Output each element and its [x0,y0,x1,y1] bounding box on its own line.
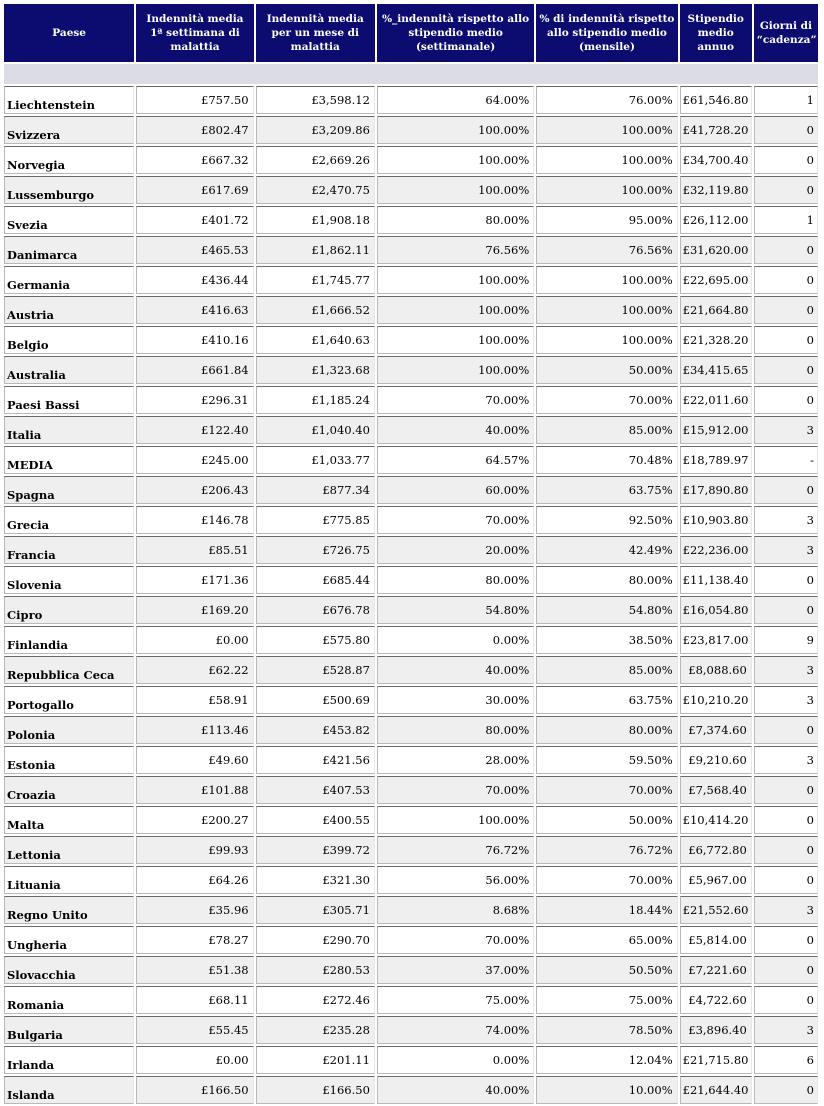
weekly-allowance-cell: £51.38 [136,956,253,984]
monthly-allowance-cell: £726.75 [256,536,375,564]
country-cell: Regno Unito [4,896,134,924]
table-row [4,806,818,834]
annual-salary-cell: £22,236.00 [680,536,752,564]
annual-salary-cell: £23,817.00 [680,626,752,654]
country-cell: Lettonia [4,836,134,864]
monthly-percent-cell: 10.00% [536,1076,677,1104]
annual-salary-cell: £9,210.60 [680,746,752,774]
weekly-percent-cell: 54.80% [377,596,534,624]
monthly-allowance-cell: £400.55 [256,806,375,834]
weekly-percent-cell: 40.00% [377,1076,534,1104]
weekly-percent-cell: 80.00% [377,206,534,234]
weekly-percent-cell: 40.00% [377,416,534,444]
waiting-days-cell: 1 [754,86,818,114]
monthly-allowance-cell: £305.71 [256,896,375,924]
waiting-days-cell: 9 [754,626,818,654]
table-row [4,506,818,534]
country-cell: Slovenia [4,566,134,594]
table-row [4,536,818,564]
weekly-allowance-cell: £416.63 [136,296,253,324]
weekly-percent-cell: 0.00% [377,626,534,654]
country-cell: Germania [4,266,134,294]
country-cell: Italia [4,416,134,444]
table-row [4,146,818,174]
annual-salary-cell: £5,967.00 [680,866,752,894]
table-row [4,866,818,894]
monthly-allowance-cell: £528.87 [256,656,375,684]
annual-salary-cell: £7,568.40 [680,776,752,804]
waiting-days-cell: 0 [754,146,818,174]
annual-salary-cell: £11,138.40 [680,566,752,594]
monthly-percent-cell: 92.50% [536,506,677,534]
country-cell: Grecia [4,506,134,534]
table-row [4,566,818,594]
monthly-allowance-cell: £3,598.12 [256,86,375,114]
waiting-days-cell: 0 [754,326,818,354]
weekly-percent-cell: 80.00% [377,566,534,594]
table-row [4,416,818,444]
waiting-days-cell: 0 [754,806,818,834]
table-row [4,296,818,324]
monthly-percent-cell: 50.50% [536,956,677,984]
monthly-percent-cell: 100.00% [536,146,677,174]
annual-salary-cell: £3,896.40 [680,1016,752,1044]
monthly-percent-cell: 80.00% [536,716,677,744]
country-cell: Belgio [4,326,134,354]
monthly-percent-cell: 76.56% [536,236,677,264]
monthly-percent-cell: 63.75% [536,686,677,714]
annual-salary-cell: £18,789.97 [680,446,752,474]
country-cell: Irlanda [4,1046,134,1074]
waiting-days-cell: 3 [754,746,818,774]
weekly-allowance-cell: £171.36 [136,566,253,594]
monthly-percent-cell: 65.00% [536,926,677,954]
weekly-percent-cell: 64.00% [377,86,534,114]
weekly-allowance-cell: £55.45 [136,1016,253,1044]
annual-salary-cell: £7,221.60 [680,956,752,984]
monthly-allowance-cell: £1,033.77 [256,446,375,474]
country-cell: Lussemburgo [4,176,134,204]
monthly-allowance-cell: £166.50 [256,1076,375,1104]
annual-salary-cell: £32,119.80 [680,176,752,204]
weekly-percent-cell: 28.00% [377,746,534,774]
weekly-percent-cell: 100.00% [377,806,534,834]
waiting-days-cell: - [754,446,818,474]
weekly-percent-cell: 70.00% [377,776,534,804]
weekly-percent-cell: 8.68% [377,896,534,924]
weekly-allowance-cell: £166.50 [136,1076,253,1104]
weekly-allowance-cell: £0.00 [136,626,253,654]
weekly-allowance-cell: £68.11 [136,986,253,1014]
waiting-days-cell: 0 [754,866,818,894]
country-cell: Polonia [4,716,134,744]
monthly-allowance-cell: £201.11 [256,1046,375,1074]
weekly-percent-cell: 100.00% [377,116,534,144]
table-row [4,896,818,924]
monthly-percent-cell: 50.00% [536,806,677,834]
weekly-allowance-cell: £206.43 [136,476,253,504]
country-cell: Liechtenstein [4,86,134,114]
sick-pay-table [2,2,820,1106]
monthly-allowance-cell: £280.53 [256,956,375,984]
table-row [4,656,818,684]
monthly-allowance-cell: £3,209.86 [256,116,375,144]
table-row [4,206,818,234]
monthly-percent-cell: 85.00% [536,416,677,444]
header-annual-salary: Stipendio medio annuo [680,4,752,62]
header-monthly-allowance: Indennità media per un mese di malattia [256,4,375,62]
annual-salary-cell: £4,722.60 [680,986,752,1014]
monthly-allowance-cell: £399.72 [256,836,375,864]
monthly-allowance-cell: £676.78 [256,596,375,624]
country-cell: Estonia [4,746,134,774]
weekly-percent-cell: 76.56% [377,236,534,264]
weekly-percent-cell: 40.00% [377,656,534,684]
monthly-allowance-cell: £877.34 [256,476,375,504]
monthly-percent-cell: 59.50% [536,746,677,774]
country-cell: Ungheria [4,926,134,954]
waiting-days-cell: 0 [754,986,818,1014]
monthly-percent-cell: 70.00% [536,386,677,414]
table-row [4,1046,818,1074]
annual-salary-cell: £16,054.80 [680,596,752,624]
weekly-allowance-cell: £667.32 [136,146,253,174]
weekly-percent-cell: 0.00% [377,1046,534,1074]
monthly-percent-cell: 12.04% [536,1046,677,1074]
annual-salary-cell: £22,011.60 [680,386,752,414]
weekly-percent-cell: 70.00% [377,506,534,534]
annual-salary-cell: £21,644.40 [680,1076,752,1104]
waiting-days-cell: 3 [754,686,818,714]
annual-salary-cell: £34,415.65 [680,356,752,384]
weekly-allowance-cell: £617.69 [136,176,253,204]
country-cell: Portogallo [4,686,134,714]
country-cell: Cipro [4,596,134,624]
weekly-allowance-cell: £436.44 [136,266,253,294]
weekly-allowance-cell: £64.26 [136,866,253,894]
waiting-days-cell: 0 [754,566,818,594]
table-row [4,746,818,774]
weekly-percent-cell: 30.00% [377,686,534,714]
weekly-allowance-cell: £200.27 [136,806,253,834]
table-row [4,176,818,204]
monthly-allowance-cell: £1,666.52 [256,296,375,324]
waiting-days-cell: 0 [754,596,818,624]
monthly-percent-cell: 100.00% [536,116,677,144]
weekly-allowance-cell: £296.31 [136,386,253,414]
weekly-allowance-cell: £35.96 [136,896,253,924]
country-cell: Svizzera [4,116,134,144]
header-country: Paese [4,4,134,62]
monthly-allowance-cell: £235.28 [256,1016,375,1044]
weekly-percent-cell: 100.00% [377,266,534,294]
table-row [4,716,818,744]
table-row [4,1076,818,1104]
country-cell: Slovacchia [4,956,134,984]
annual-salary-cell: £8,088.60 [680,656,752,684]
weekly-percent-cell: 100.00% [377,146,534,174]
monthly-percent-cell: 95.00% [536,206,677,234]
weekly-percent-cell: 100.00% [377,326,534,354]
monthly-allowance-cell: £453.82 [256,716,375,744]
waiting-days-cell: 0 [754,296,818,324]
weekly-percent-cell: 20.00% [377,536,534,564]
monthly-allowance-cell: £500.69 [256,686,375,714]
monthly-allowance-cell: £1,640.63 [256,326,375,354]
country-cell: Lituania [4,866,134,894]
waiting-days-cell: 0 [754,926,818,954]
annual-salary-cell: £41,728.20 [680,116,752,144]
waiting-days-cell: 0 [754,116,818,144]
table-row [4,476,818,504]
annual-salary-cell: £7,374.60 [680,716,752,744]
monthly-percent-cell: 38.50% [536,626,677,654]
weekly-allowance-cell: £78.27 [136,926,253,954]
monthly-percent-cell: 100.00% [536,176,677,204]
table-row [4,266,818,294]
monthly-percent-cell: 70.48% [536,446,677,474]
country-cell: Norvegia [4,146,134,174]
weekly-percent-cell: 64.57% [377,446,534,474]
annual-salary-cell: £10,414.20 [680,806,752,834]
table-body [4,64,818,1104]
annual-salary-cell: £61,546.80 [680,86,752,114]
weekly-allowance-cell: £757.50 [136,86,253,114]
waiting-days-cell: 0 [754,176,818,204]
annual-salary-cell: £21,715.80 [680,1046,752,1074]
annual-salary-cell: £22,695.00 [680,266,752,294]
waiting-days-cell: 0 [754,1076,818,1104]
annual-salary-cell: £15,912.00 [680,416,752,444]
weekly-allowance-cell: £169.20 [136,596,253,624]
weekly-percent-cell: 100.00% [377,356,534,384]
waiting-days-cell: 0 [754,776,818,804]
monthly-percent-cell: 70.00% [536,866,677,894]
monthly-percent-cell: 100.00% [536,266,677,294]
weekly-allowance-cell: £62.22 [136,656,253,684]
country-cell: MEDIA [4,446,134,474]
monthly-allowance-cell: £407.53 [256,776,375,804]
monthly-allowance-cell: £1,185.24 [256,386,375,414]
annual-salary-cell: £21,552.60 [680,896,752,924]
country-cell: Spagna [4,476,134,504]
table-row [4,86,818,114]
country-cell: Malta [4,806,134,834]
weekly-allowance-cell: £99.93 [136,836,253,864]
monthly-allowance-cell: £685.44 [256,566,375,594]
header-monthly-percent: % di indennità rispetto allo stipendio medio (mensile) [536,4,677,62]
waiting-days-cell: 0 [754,356,818,384]
table-row [4,686,818,714]
country-cell: Svezia [4,206,134,234]
weekly-percent-cell: 37.00% [377,956,534,984]
monthly-allowance-cell: £1,323.68 [256,356,375,384]
table-row [4,356,818,384]
waiting-days-cell: 3 [754,506,818,534]
waiting-days-cell: 3 [754,536,818,564]
monthly-allowance-cell: £1,908.18 [256,206,375,234]
monthly-allowance-cell: £1,745.77 [256,266,375,294]
weekly-allowance-cell: £245.00 [136,446,253,474]
monthly-percent-cell: 42.49% [536,536,677,564]
table-row [4,626,818,654]
weekly-percent-cell: 56.00% [377,866,534,894]
monthly-percent-cell: 70.00% [536,776,677,804]
annual-salary-cell: £26,112.00 [680,206,752,234]
country-cell: Paesi Bassi [4,386,134,414]
monthly-allowance-cell: £2,669.26 [256,146,375,174]
annual-salary-cell: £17,890.80 [680,476,752,504]
waiting-days-cell: 0 [754,266,818,294]
weekly-allowance-cell: £49.60 [136,746,253,774]
table-row [4,116,818,144]
country-cell: Bulgaria [4,1016,134,1044]
table-row [4,956,818,984]
annual-salary-cell: £10,903.80 [680,506,752,534]
monthly-allowance-cell: £321.30 [256,866,375,894]
monthly-allowance-cell: £421.56 [256,746,375,774]
waiting-days-cell: 3 [754,656,818,684]
country-cell: Islanda [4,1076,134,1104]
weekly-allowance-cell: £802.47 [136,116,253,144]
monthly-allowance-cell: £272.46 [256,986,375,1014]
monthly-percent-cell: 75.00% [536,986,677,1014]
table-row [4,986,818,1014]
waiting-days-cell: 0 [754,956,818,984]
table-row [4,776,818,804]
weekly-percent-cell: 76.72% [377,836,534,864]
monthly-percent-cell: 54.80% [536,596,677,624]
weekly-allowance-cell: £146.78 [136,506,253,534]
country-cell: Romania [4,986,134,1014]
weekly-allowance-cell: £58.91 [136,686,253,714]
weekly-percent-cell: 60.00% [377,476,534,504]
country-cell: Repubblica Ceca [4,656,134,684]
header-weekly-percent: %_indennità rispetto allo stipendio medio (settimanale) [377,4,534,62]
country-cell: Finlandia [4,626,134,654]
table-row [4,836,818,864]
waiting-days-cell: 0 [754,836,818,864]
table-row [4,446,818,474]
weekly-percent-cell: 80.00% [377,716,534,744]
annual-salary-cell: £21,328.20 [680,326,752,354]
weekly-allowance-cell: £661.84 [136,356,253,384]
weekly-allowance-cell: £410.16 [136,326,253,354]
country-cell: Croazia [4,776,134,804]
table-row [4,596,818,624]
waiting-days-cell: 1 [754,206,818,234]
monthly-percent-cell: 80.00% [536,566,677,594]
monthly-percent-cell: 50.00% [536,356,677,384]
monthly-allowance-cell: £575.80 [256,626,375,654]
weekly-allowance-cell: £113.46 [136,716,253,744]
weekly-percent-cell: 75.00% [377,986,534,1014]
weekly-percent-cell: 74.00% [377,1016,534,1044]
monthly-percent-cell: 76.00% [536,86,677,114]
waiting-days-cell: 3 [754,896,818,924]
annual-salary-cell: £5,814.00 [680,926,752,954]
header-row [4,4,818,62]
monthly-percent-cell: 85.00% [536,656,677,684]
annual-salary-cell: £10,210.20 [680,686,752,714]
monthly-percent-cell: 63.75% [536,476,677,504]
waiting-days-cell: 0 [754,386,818,414]
annual-salary-cell: £6,772.80 [680,836,752,864]
waiting-days-cell: 6 [754,1046,818,1074]
weekly-allowance-cell: £0.00 [136,1046,253,1074]
country-cell: Australia [4,356,134,384]
waiting-days-cell: 0 [754,716,818,744]
annual-salary-cell: £34,700.40 [680,146,752,174]
monthly-percent-cell: 100.00% [536,296,677,324]
monthly-percent-cell: 100.00% [536,326,677,354]
weekly-allowance-cell: £85.51 [136,536,253,564]
weekly-percent-cell: 70.00% [377,386,534,414]
weekly-allowance-cell: £101.88 [136,776,253,804]
monthly-percent-cell: 78.50% [536,1016,677,1044]
spacer-cell [4,64,818,84]
annual-salary-cell: £31,620.00 [680,236,752,264]
annual-salary-cell: £21,664.80 [680,296,752,324]
monthly-allowance-cell: £290.70 [256,926,375,954]
table-row [4,386,818,414]
weekly-percent-cell: 70.00% [377,926,534,954]
waiting-days-cell: 3 [754,416,818,444]
spacer-row [4,64,818,84]
table-row [4,926,818,954]
country-cell: Austria [4,296,134,324]
weekly-allowance-cell: £401.72 [136,206,253,234]
weekly-percent-cell: 100.00% [377,296,534,324]
weekly-allowance-cell: £122.40 [136,416,253,444]
table-row [4,236,818,264]
header-waiting-days: Giorni di “cadenza” [754,4,818,62]
weekly-allowance-cell: £465.53 [136,236,253,264]
monthly-allowance-cell: £1,040.40 [256,416,375,444]
monthly-allowance-cell: £2,470.75 [256,176,375,204]
waiting-days-cell: 3 [754,1016,818,1044]
waiting-days-cell: 0 [754,476,818,504]
weekly-percent-cell: 100.00% [377,176,534,204]
table-row [4,326,818,354]
monthly-percent-cell: 18.44% [536,896,677,924]
country-cell: Francia [4,536,134,564]
waiting-days-cell: 0 [754,236,818,264]
monthly-allowance-cell: £775.85 [256,506,375,534]
country-cell: Danimarca [4,236,134,264]
monthly-allowance-cell: £1,862.11 [256,236,375,264]
table-row [4,1016,818,1044]
header-weekly-allowance: Indennità media 1ª settimana di malattia [136,4,253,62]
monthly-percent-cell: 76.72% [536,836,677,864]
